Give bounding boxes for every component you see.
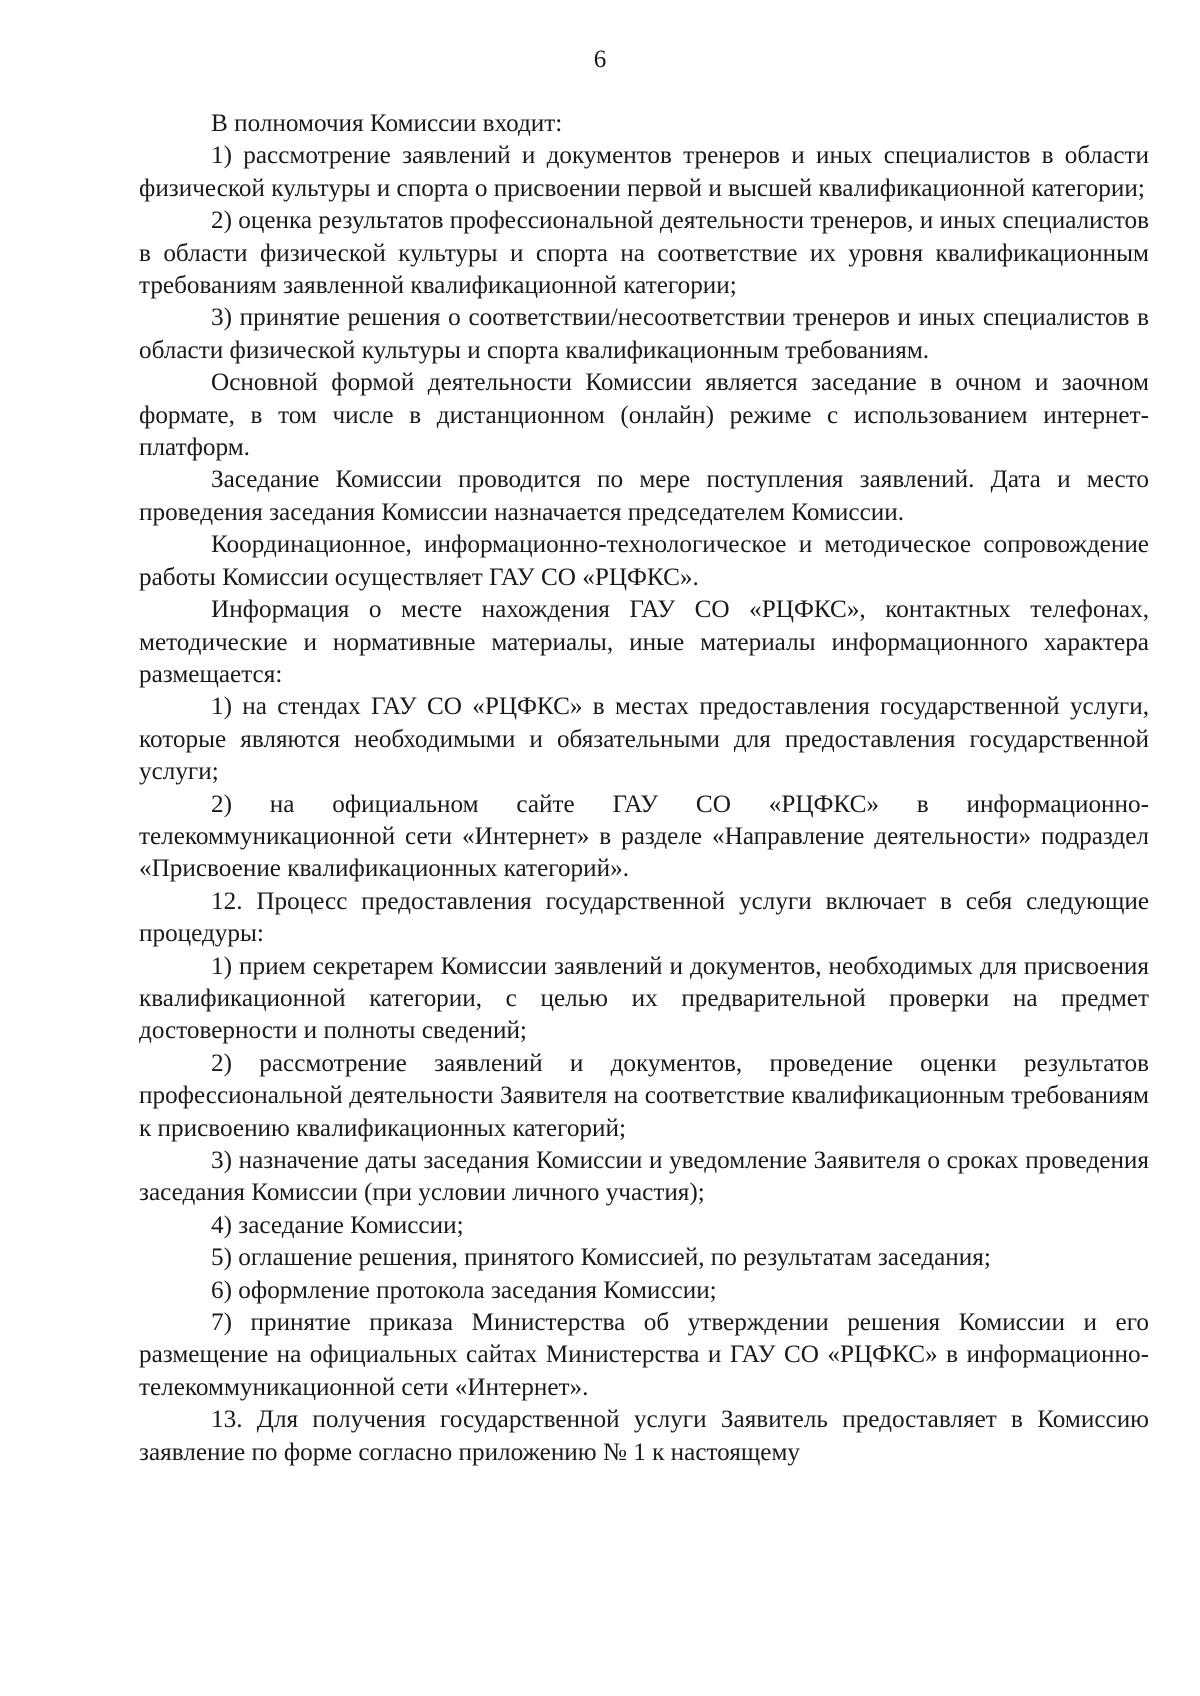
paragraph: Заседание Комиссии проводится по мере поступления заявлений. Дата и место проведения заседания Комиссии назначается председателем Комиссии. bbox=[139, 466, 1149, 526]
paragraph: 1) рассмотрение заявлений и документов тренеров и иных специалистов в области физической культуры и спорта о присвоении первой и высшей квалификационной категории; bbox=[139, 142, 1149, 202]
paragraph: 3) принятие решения о соответствии/несоответствии тренеров и иных специалистов в области физической культуры и спорта квалификационным требованиям. bbox=[139, 304, 1149, 364]
paragraph: 3) назначение даты заседания Комиссии и уведомление Заявителя о сроках проведения заседания Комиссии (при условии личного участия); bbox=[139, 1147, 1149, 1207]
paragraph: 1) прием секретарем Комиссии заявлений и документов, необходимых для присвоения квалификационной категории, с целью их предварительной проверки на предмет достоверности и полноты сведений; bbox=[139, 952, 1149, 1045]
paragraph: Основной формой деятельности Комиссии является заседание в очном и заочном формате, в том числе в дистанционном (онлайн) режиме с использованием интернет-платформ. bbox=[139, 369, 1149, 462]
paragraph: Координационное, информационно-технологическое и методическое сопровождение работы Комиссии осуществляет ГАУ СО «РЦФКС». bbox=[139, 531, 1149, 591]
paragraph: 2) рассмотрение заявлений и документов, проведение оценки результатов профессиональной деятельности Заявителя на соответствие квалификационным требованиям к присвоению квалификационных категорий; bbox=[139, 1049, 1149, 1142]
paragraph: 7) принятие приказа Министерства об утверждении решения Комиссии и его размещение на официальных сайтах Министерства и ГАУ СО «РЦФКС» в информационно-телекоммуникационной сети «Интернет». bbox=[139, 1309, 1149, 1401]
paragraph: 6) оформление протокола заседания Комиссии; bbox=[211, 1276, 717, 1304]
page-number: 6 bbox=[593, 46, 607, 73]
paragraph: 13. Для получения государственной услуги Заявитель предоставляет в Комиссию заявление по форме согласно приложению № 1 к настоящему bbox=[139, 1406, 1149, 1466]
paragraph: Информация о месте нахождения ГАУ СО «РЦФКС», контактных телефонах, методические и нормативные материалы, иные материалы информационного характера размещается: bbox=[139, 596, 1149, 688]
paragraph: 1) на стендах ГАУ СО «РЦФКС» в местах предоставления государственной услуги, которые являются необходимыми и обязательными для предоставления государственной услуги; bbox=[139, 693, 1149, 786]
paragraph: 2) на официальном сайте ГАУ СО «РЦФКС» в информационно-телекоммуникационной сети «Интернет» в разделе «Направление деятельности» подраздел «Присвоение квалификационных категорий». bbox=[139, 790, 1149, 883]
paragraph: 12. Процесс предоставления государственной услуги включает в себя следующие процедуры: bbox=[139, 887, 1149, 948]
document-body bbox=[139, 108, 1149, 1469]
paragraph: В полномочия Комиссии входит: bbox=[211, 110, 563, 137]
paragraph: 2) оценка результатов профессиональной деятельности тренеров, и иных специалистов в области физической культуры и спорта на соответствие их уровня квалификационным требованиям заявленной квалификационной категории; bbox=[139, 207, 1149, 300]
paragraph: 5) оглашение решения, принятого Комиссией, по результатам заседания; bbox=[211, 1244, 991, 1272]
paragraph: 4) заседание Комиссии; bbox=[211, 1211, 464, 1239]
